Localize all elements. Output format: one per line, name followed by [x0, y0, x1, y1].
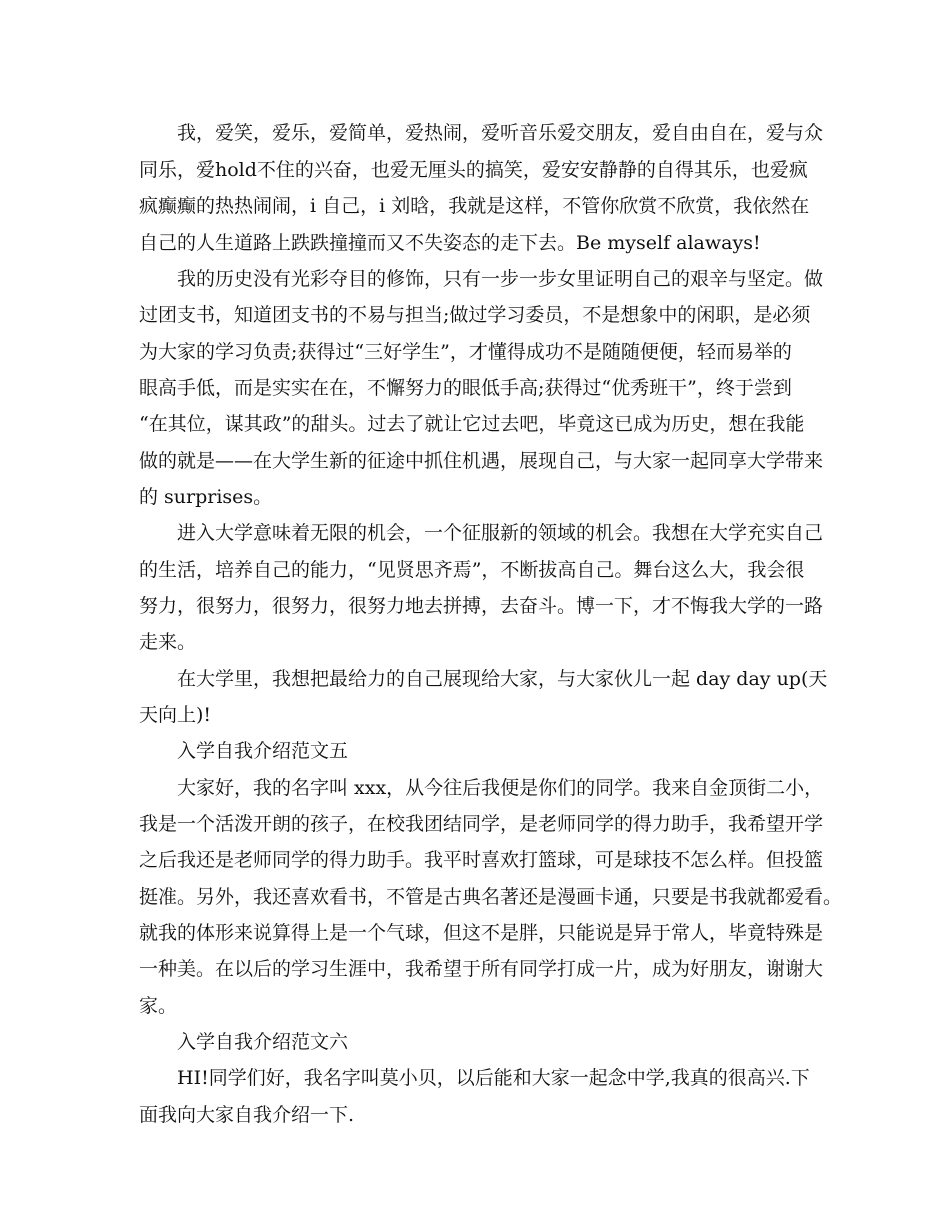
- section-heading: 入学自我介绍范文五: [177, 740, 349, 762]
- section-heading: 入学自我介绍范文六: [177, 1031, 349, 1053]
- text-line: 做的就是——在大学生新的征途中抓住机遇，展现自己，与大家一起同享大学带来: [139, 450, 824, 472]
- text-line: 一种美。在以后的学习生涯中，我希望于所有同学打成一片，成为好朋友，谢谢大: [139, 958, 824, 980]
- text-line: 我，爱笑，爱乐，爱简单，爱热闹，爱听音乐爱交朋友，爱自由自在，爱与众: [177, 122, 824, 144]
- text-line: 疯癫癫的热热闹闹，i 自己，i 刘晗，我就是这样，不管你欣赏不欣赏，我依然在: [139, 195, 810, 217]
- text-line: 走来。: [139, 631, 197, 653]
- text-line: 的 surprises。: [139, 486, 273, 508]
- text-line: 自己的人生道路上跌跌撞撞而又不失姿态的走下去。Be myself alaways!: [139, 232, 761, 254]
- text-line: 我的历史没有光彩夺目的修饰，只有一步一步女里证明自己的艰辛与坚定。做: [177, 268, 824, 290]
- text-line: 在大学里，我想把最给力的自己展现给大家，与大家伙儿一起 day day up(天: [177, 668, 828, 690]
- text-line: HI!同学们好，我名字叫莫小贝，以后能和大家一起念中学,我真的很高兴.下: [177, 1067, 810, 1089]
- text-line: 挺准。另外，我还喜欢看书，不管是古典名著还是漫画卡通，只要是书我就都爱看。: [139, 886, 843, 908]
- text-line: 进入大学意味着无限的机会，一个征服新的领域的机会。我想在大学充实自己: [177, 522, 824, 544]
- text-line: 天向上)!: [139, 704, 212, 726]
- text-line: 面我向大家自我介绍一下.: [139, 1104, 355, 1126]
- text-line: 的生活，培养自己的能力，“见贤思齐焉”，不断拔高自己。舞台这么大，我会很: [139, 559, 805, 581]
- text-line: “在其位，谋其政”的甜头。过去了就让它过去吧，毕竟这已成为历史，想在我能: [139, 413, 805, 435]
- text-line: 就我的体形来说算得上是一个气球，但这不是胖，只能说是异于常人，毕竟特殊是: [139, 922, 824, 944]
- text-line: 我是一个活泼开朗的孩子，在校我团结同学，是老师同学的得力助手，我希望开学: [139, 813, 824, 835]
- text-line: 大家好，我的名字叫 xxx，从今往后我便是你们的同学。我来自金顶街二小，: [177, 777, 824, 799]
- text-line: 努力，很努力，很努力，很努力地去拼搏，去奋斗。博一下，才不悔我大学的一路: [139, 595, 824, 617]
- text-line: 同乐，爱hold不住的兴奋，也爱无厘头的搞笑，爱安安静静的自得其乐，也爱疯: [139, 159, 808, 181]
- text-line: 眼高手低，而是实实在在，不懈努力的眼低手高;获得过“优秀班干”，终于尝到: [139, 377, 792, 399]
- text-line: 之后我还是老师同学的得力助手。我平时喜欢打篮球，可是球技不怎么样。但投篮: [139, 849, 824, 871]
- text-line: 家。: [139, 995, 178, 1017]
- text-line: 为大家的学习负责;获得过“三好学生”，才懂得成功不是随随便便，轻而易举的: [139, 341, 792, 363]
- text-line: 过团支书，知道团支书的不易与担当;做过学习委员，不是想象中的闲职，是必须: [139, 304, 811, 326]
